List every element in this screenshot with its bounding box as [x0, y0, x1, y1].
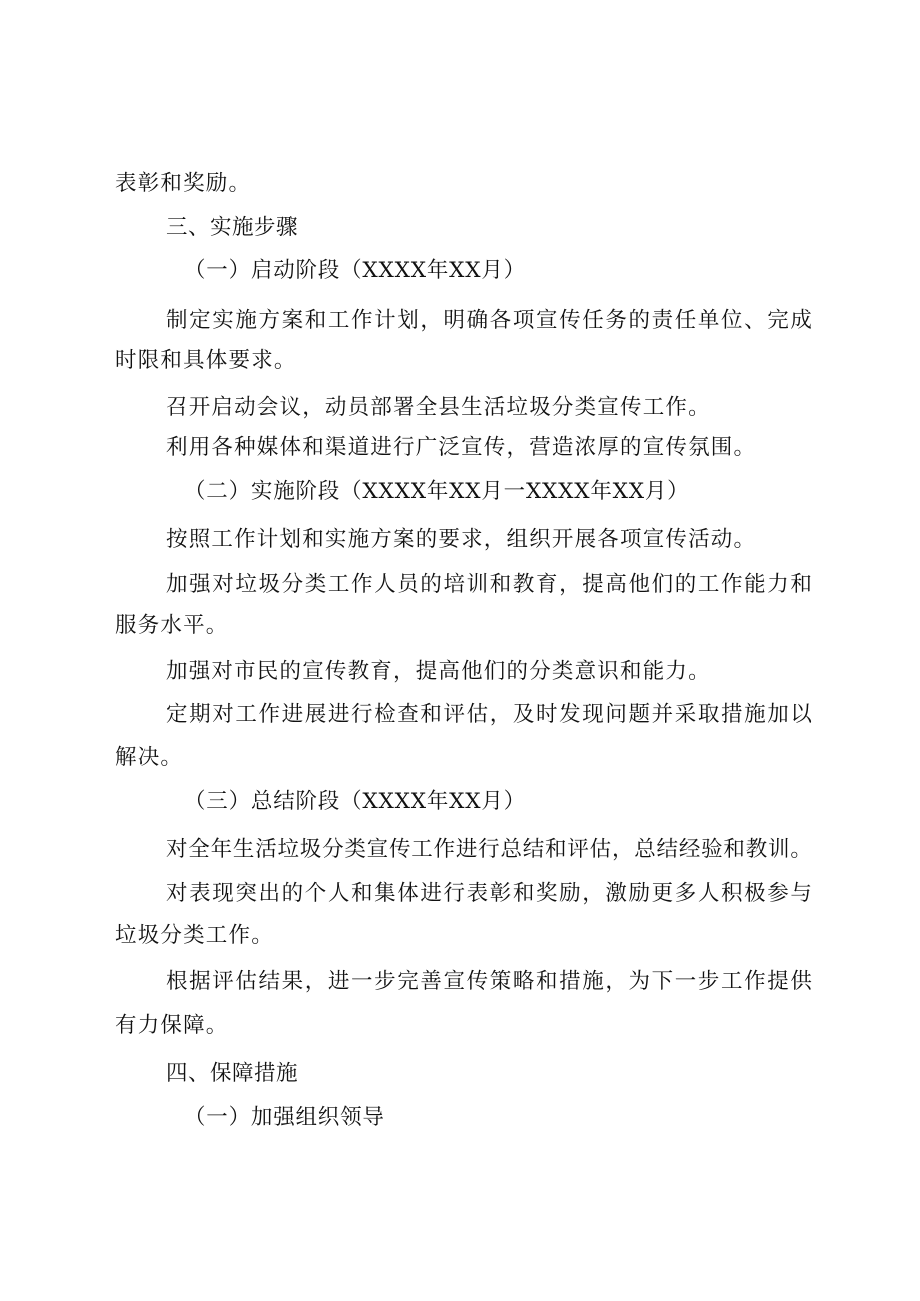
- subheading-strengthen-leadership: （一）加强组织领导: [184, 1105, 385, 1130]
- paragraph-line: 服务水平。: [115, 613, 229, 638]
- paragraph-line: 召开启动会议，动员部署全县生活垃圾分类宣传工作。: [166, 395, 711, 420]
- paragraph-line: 有力保障。: [115, 1013, 229, 1038]
- paragraph-line: 对 全 年 生 活 垃 圾 分 类 宣 传 工 作 进 行 总 结 和 评 估 ， 总 结 经 验 和 教 训 。: [166, 837, 812, 862]
- subheading-launch-phase: （一）启动阶段（XXXX年XX月）: [184, 258, 526, 283]
- paragraph-line: 解决。: [115, 745, 184, 770]
- paragraph-line: 时限和具体要求。: [115, 348, 297, 373]
- paragraph-line: 利用各种媒体和渠道进行广泛宣传，营造浓厚的宣传氛围。: [166, 435, 757, 460]
- subheading-implementation-phase: （二）实施阶段（XXXX年XX月一XXXX年XX月）: [184, 479, 690, 504]
- paragraph-continuation: 表彰和奖励。: [115, 171, 252, 196]
- paragraph-line: 加 强 对 垃 圾 分 类 工 作 人 员 的 培 训 和 教 育 ， 提 高 他 们 的 工 作 能 力 和: [166, 572, 812, 597]
- paragraph-line: 制 定 实 施 方 案 和 工 作 计 划 ， 明 确 各 项 宣 传 任 务 的 责 任 单 位 、 完 成: [166, 308, 812, 333]
- section-heading-implementation-steps: 三、实施步骤: [166, 215, 299, 240]
- paragraph-line: 加强对市民的宣传教育，提高他们的分类意识和能力。: [166, 659, 711, 684]
- subheading-summary-phase: （三）总结阶段（XXXX年XX月）: [184, 789, 526, 814]
- section-heading-safeguard-measures: 四、保障措施: [166, 1061, 299, 1086]
- paragraph-line: 垃圾分类工作。: [115, 923, 274, 948]
- paragraph-line: 定 期 对 工 作 进 展 进 行 检 查 和 评 估 ， 及 时 发 现 问 题 并 采 取 措 施 加 以: [166, 702, 812, 727]
- paragraph-line: 根 据 评 估 结 果 ， 进 一 步 完 善 宣 传 策 略 和 措 施 ， 为 下 一 步 工 作 提 供: [166, 969, 812, 994]
- paragraph-line: 对 表 现 突 出 的 个 人 和 集 体 进 行 表 彰 和 奖 励 ， 激 励 更 多 人 积 极 参 与: [166, 881, 812, 906]
- paragraph-line: 按照工作计划和实施方案的要求，组织开展各项宣传活动。: [166, 527, 757, 552]
